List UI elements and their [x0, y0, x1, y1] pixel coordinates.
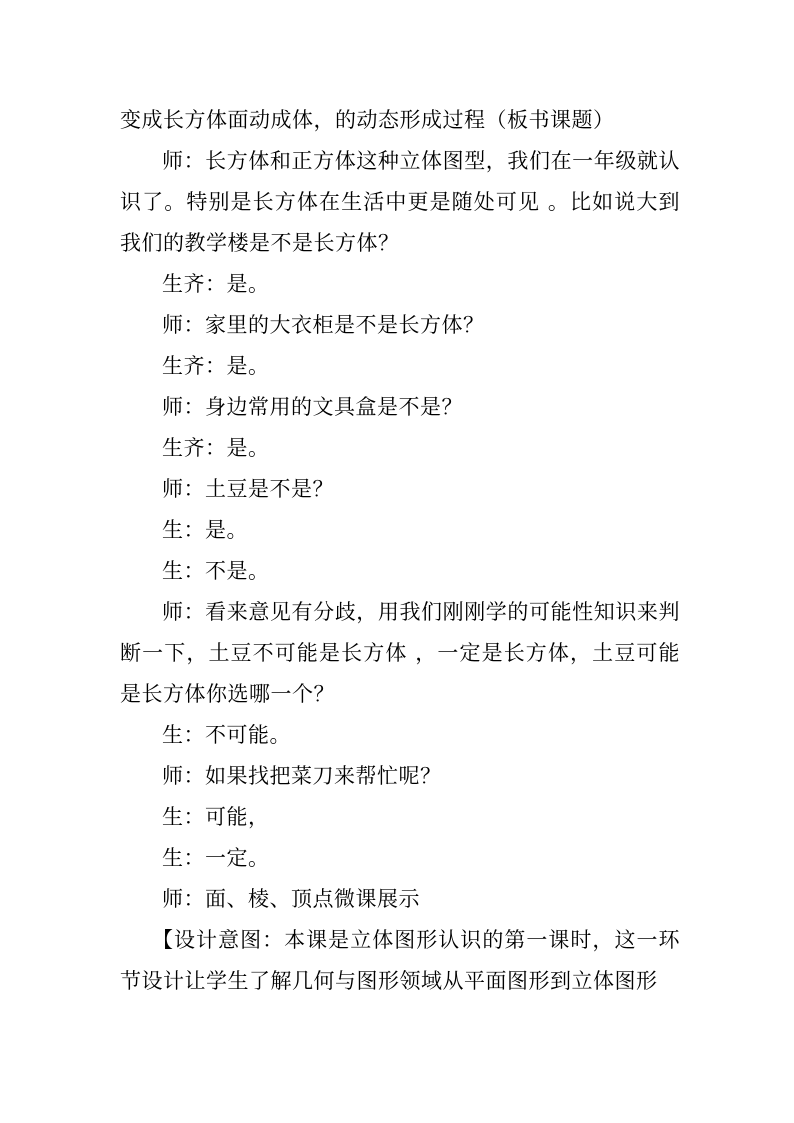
paragraph-teacher: 师：土豆是不是？: [162, 477, 334, 501]
paragraph-students: 生齐：是。: [162, 436, 270, 460]
paragraph-student: 生：一定。: [162, 846, 270, 870]
paragraph-teacher: 师：如果找把菜刀来帮忙呢？: [162, 764, 442, 788]
paragraph-teacher: 师：长方体和正方体这种立体图型，我们在一年级就认识了。特别是长方体在生活中更是随处可见 。比如说大到我们的教学楼是不是长方体？: [120, 149, 680, 255]
paragraph-continuation: 变成长方体面动成体，的动态形成过程（板书课题）: [120, 108, 615, 132]
paragraph-student: 生：不可能。: [162, 723, 291, 747]
paragraph-teacher: 师：身边常用的文具盒是不是？: [162, 395, 463, 419]
paragraph-teacher: 师：面、棱、顶点微课展示: [162, 887, 420, 911]
paragraph-teacher: 师：看来意见有分歧，用我们刚刚学的可能性知识来判断一下，土豆不可能是长方体 ，一定是长方体，土豆可能是长方体你选哪一个？: [120, 600, 680, 706]
body-text: [120, 100, 680, 1002]
paragraph-students: 生齐：是。: [162, 272, 270, 296]
paragraph-students: 生齐：是。: [162, 354, 270, 378]
paragraph-student: 生：可能，: [162, 805, 270, 829]
paragraph-design-intent: 【设计意图：本课是立体图形认识的第一课时，这一环节设计让学生了解几何与图形领域从平面图形到立体图形: [120, 928, 680, 993]
paragraph-student: 生：是。: [162, 518, 248, 542]
paragraph-teacher: 师：家里的大衣柜是不是长方体？: [162, 313, 485, 337]
paragraph-student: 生：不是。: [162, 559, 270, 583]
